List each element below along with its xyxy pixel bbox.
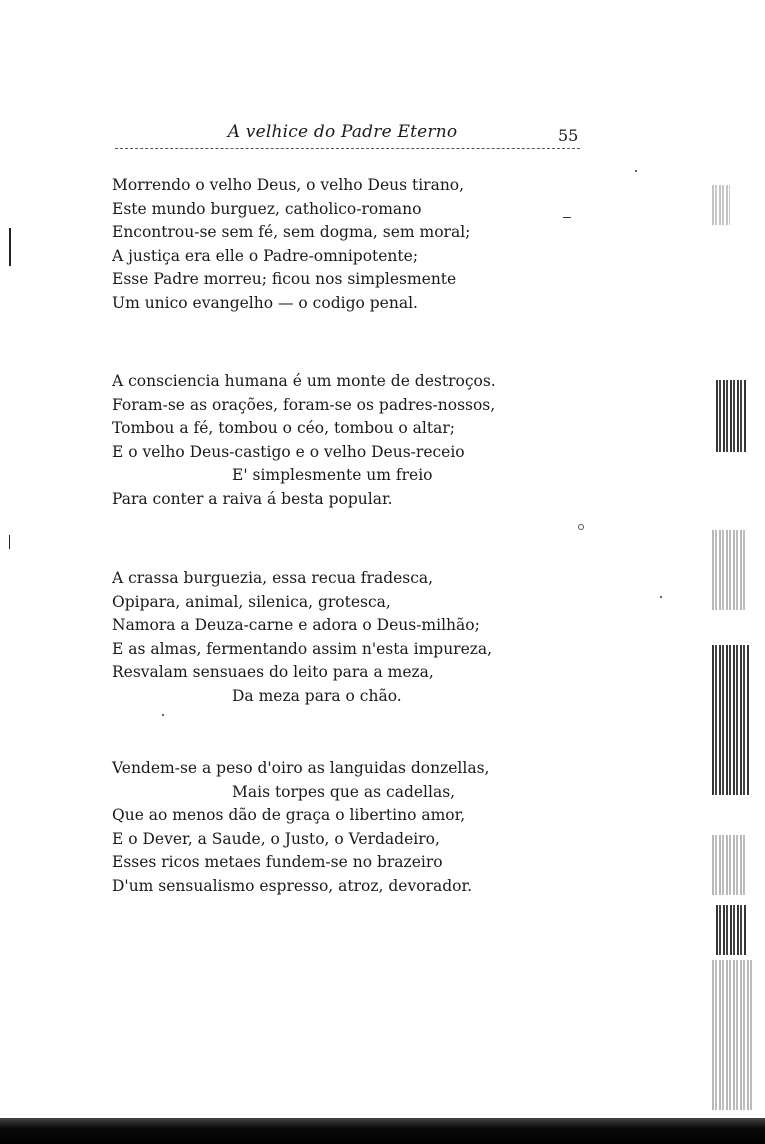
verse-line: Vendem-se a peso d'oiro as languidas donzellas,: [112, 759, 490, 777]
scan-bottom-edge: [0, 1118, 765, 1144]
speck: [635, 170, 637, 172]
running-title: [0, 122, 765, 142]
scan-artifact: [712, 960, 752, 1110]
verse-line: Esses ricos metaes fundem-se no brazeiro: [112, 853, 443, 871]
stanza-3: [112, 567, 542, 708]
verse-line: Este mundo burguez, catholico-romano: [112, 199, 422, 218]
running-title-text: A velhice do Padre Eterno: [227, 122, 458, 142]
page-number: 55: [558, 126, 579, 145]
verse-line-indented: Mais torpes que as cadellas,: [232, 782, 456, 801]
verse-line: Opipara, animal, silenica, grotesca,: [112, 592, 391, 611]
scan-artifact: [712, 835, 747, 895]
verse-line: Tombou a fé, tombou o céo, tombou o altar;: [112, 419, 455, 437]
scan-artifact: [712, 530, 747, 610]
verse-line: A crassa burguezia, essa recua fradesca,: [112, 569, 434, 587]
speck: [162, 714, 164, 716]
verse-line-indented: E' simplesmente um freio: [232, 466, 433, 484]
verse-line: E o Dever, a Saude, o Justo, o Verdadeiro,: [112, 829, 440, 848]
verse-line: Morrendo o velho Deus, o velho Deus tirano,: [112, 176, 465, 194]
verse-line: A justiça era elle o Padre-omnipotente;: [112, 246, 419, 265]
verse-line: A consciencia humana é um monte de destroços.: [112, 372, 496, 390]
verse-line: Esse Padre morreu; ficou nos simplesmente: [112, 270, 457, 288]
speck: [578, 524, 584, 530]
scan-mark: [9, 228, 11, 266]
verse-line: Encontrou-se sem fé, sem dogma, sem moral;: [112, 223, 471, 241]
scan-artifact: [716, 905, 746, 955]
verse-line: Para conter a raiva á besta popular.: [112, 489, 393, 508]
verse-line: Resvalam sensuaes do leito para a meza,: [112, 663, 434, 681]
verse-line: D'um sensualismo espresso, atroz, devorador.: [112, 876, 473, 895]
verse-line: Um unico evangelho — o codigo penal.: [112, 293, 418, 312]
stanza-2: [112, 370, 542, 511]
scan-mark: [9, 535, 10, 549]
verse-line: E o velho Deus-castigo e o velho Deus-receio: [112, 442, 465, 461]
speck: [563, 217, 571, 218]
stanza-1: [112, 174, 542, 315]
speck: [660, 596, 662, 598]
verse-line: Que ao menos dão de graça o libertino amor,: [112, 806, 466, 824]
verse-line: Namora a Deuza-carne e adora o Deus-milhão;: [112, 616, 480, 634]
verse-line: E as almas, fermentando assim n'esta impureza,: [112, 639, 493, 658]
scan-artifact: [716, 380, 746, 452]
scan-artifact: [712, 185, 730, 225]
verse-line-indented: Da meza para o chão.: [232, 686, 402, 705]
header-rule: [115, 148, 580, 149]
stanza-4: [112, 757, 542, 898]
verse-line: Foram-se as orações, foram-se os padres-nossos,: [112, 395, 496, 414]
scan-artifact: [712, 645, 750, 795]
